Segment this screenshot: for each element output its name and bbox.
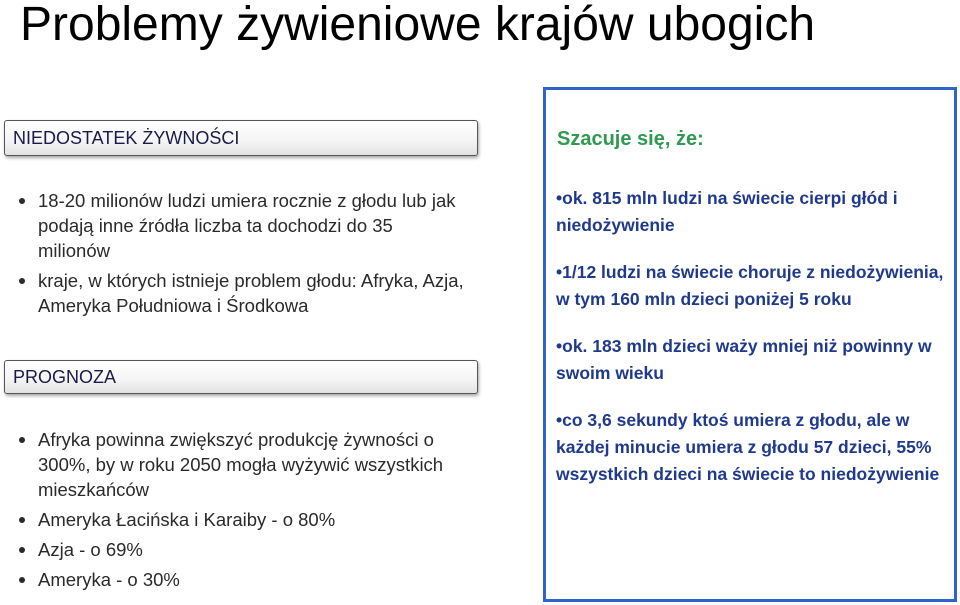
food-shortage-list xyxy=(16,188,466,323)
panel-title: Szacuje się, że: xyxy=(557,128,704,150)
section-header-forecast xyxy=(4,360,478,394)
section-header-label: NIEDOSTATEK ŻYWNOŚCI xyxy=(13,127,240,148)
page-title: Problemy żywieniowe krajów ubogich xyxy=(20,0,816,51)
fact-item: •co 3,6 sekundy ktoś umiera z głodu, ale w każdej minucie umiera z głodu 57 dzieci, 55% wszystkich dzieci na świecie to niedożywienie xyxy=(556,410,940,484)
list-item: Ameryka - o 30% xyxy=(16,567,466,592)
list-item: Ameryka Łacińska i Karaiby - o 80% xyxy=(16,507,466,532)
fact-item: •ok. 183 mln dzieci waży mniej niż powinny w swoim wieku xyxy=(556,336,932,383)
facts-list xyxy=(556,185,951,508)
list-item: Afryka powinna zwiększyć produkcję żywności o 300%, by w roku 2050 mogła wyżywić wszystkich mieszkańców xyxy=(16,427,466,502)
fact-item: •ok. 815 mln ludzi na świecie cierpi głód i niedożywienie xyxy=(556,188,898,235)
fact-item: •1/12 ludzi na świecie choruje z niedożywienia, w tym 160 mln dzieci poniżej 5 roku xyxy=(556,262,944,309)
section-header-label: PROGNOZA xyxy=(13,366,117,387)
list-item: Azja - o 69% xyxy=(16,537,466,562)
list-item: 18-20 milionów ludzi umiera rocznie z głodu lub jak podają inne źródła liczba ta dochodzi do 35 milionów xyxy=(16,188,466,263)
estimates-panel xyxy=(543,87,957,602)
list-item: kraje, w których istnieje problem głodu: Afryka, Azja, Ameryka Południowa i Środkowa xyxy=(16,268,466,318)
forecast-list xyxy=(16,427,466,597)
section-header-food-shortage xyxy=(4,120,478,156)
